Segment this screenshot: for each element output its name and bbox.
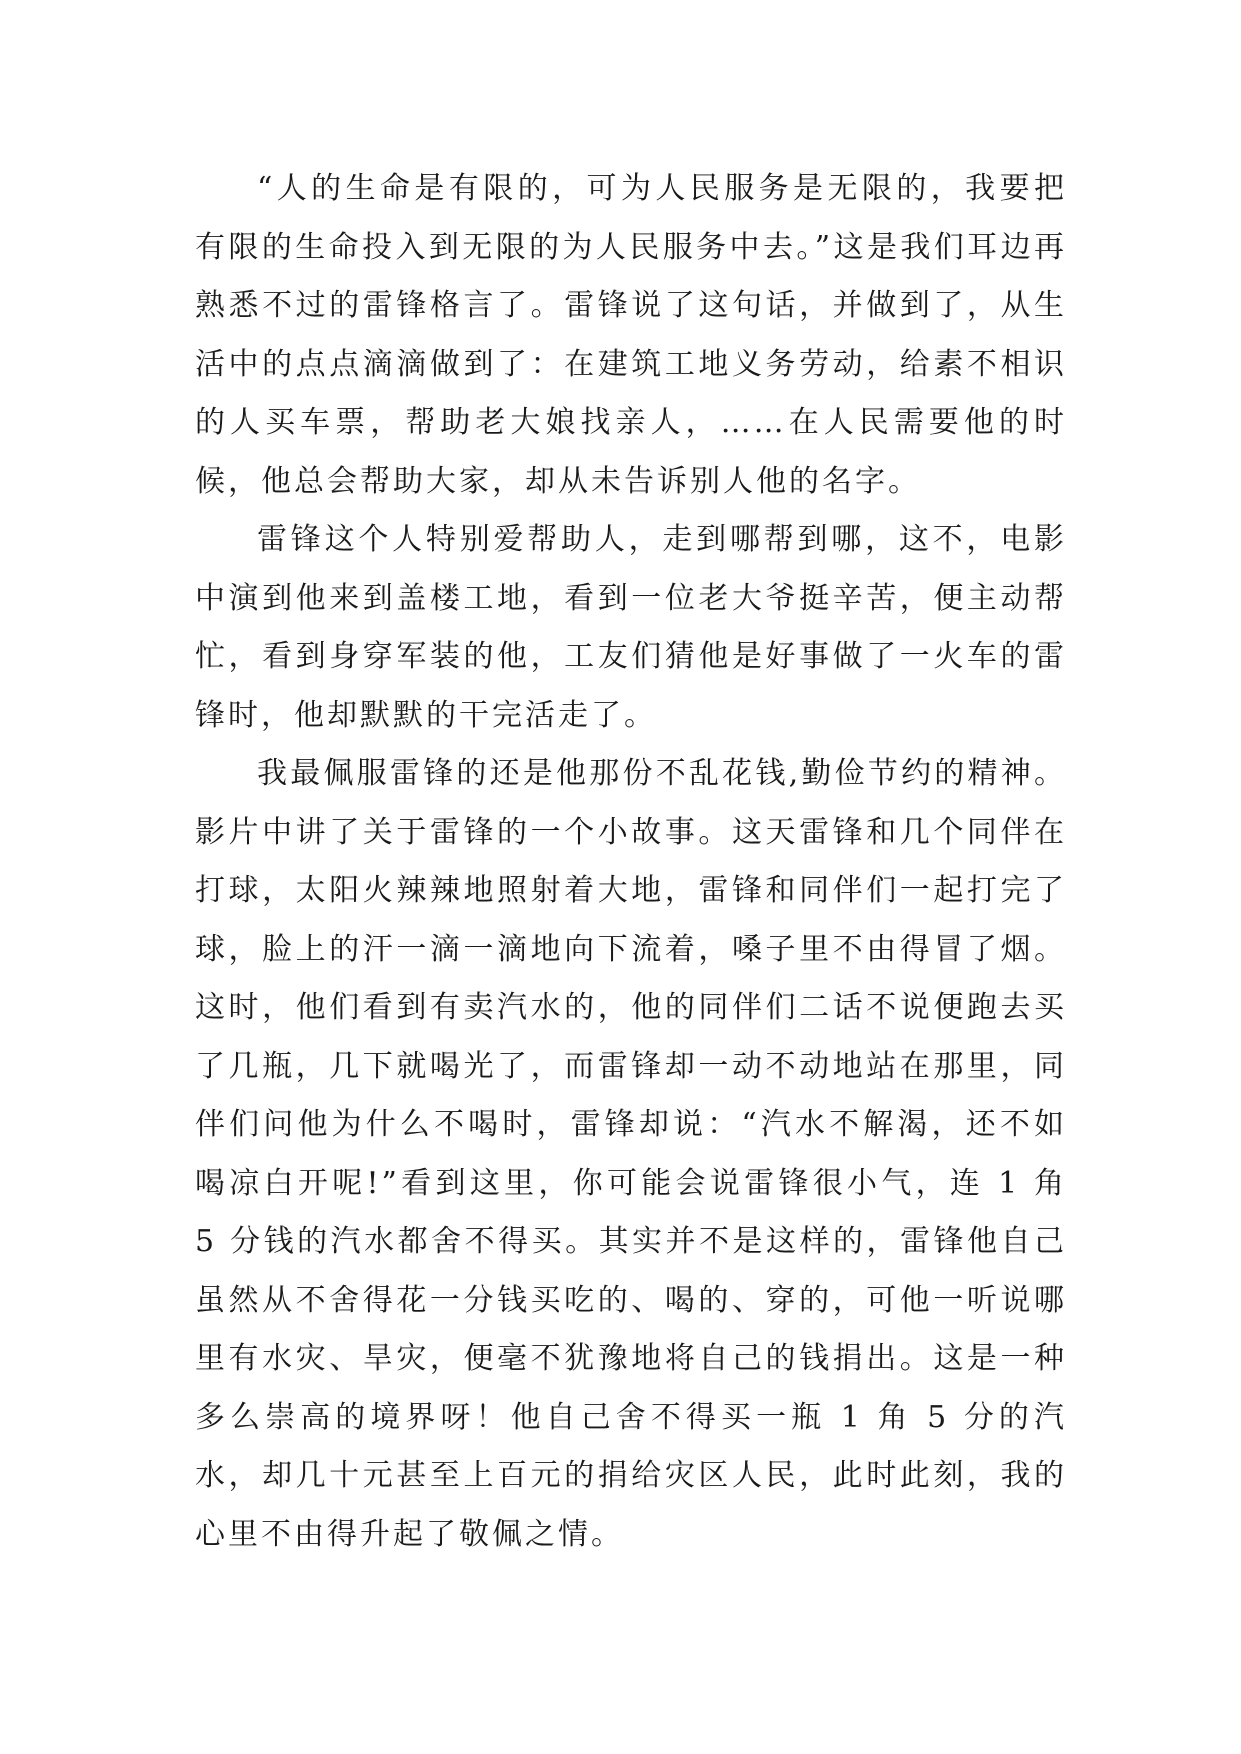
paragraph-2: 雷锋这个人特别爱帮助人，走到哪帮到哪，这不，电影中演到他来到盖楼工地，看到一位老大爷挺辛苦，便主动帮忙，看到身穿军装的他，工友们猜他是好事做了一火车的雷锋时，他却默默的干完活走了。 <box>195 522 1067 733</box>
paragraph-3: 我最佩服雷锋的还是他那份不乱花钱,勤俭节约的精神。影片中讲了关于雷锋的一个小故事。这天雷锋和几个同伴在打球，太阳火辣辣地照射着大地，雷锋和同伴们一起打完了球，脸上的汗一滴一滴地向下流着，嗓子里不由得冒了烟。这时，他们看到有卖汽水的，他的同伴们二话不说便跑去买了几瓶，几下就喝光了，而雷锋却一动不动地站在那里，同伴们问他为什么不喝时，雷锋却说：“汽水不解渴，还不如喝凉白开呢!”看到这里，你可能会说雷锋很小气，连 1 角 5 分钱的汽水都舍不得买。其实并不是这样的，雷锋他自己虽然从不舍得花一分钱买吃的、喝的、穿的，可他一听说哪里有水灾、旱灾，便毫不犹豫地将自己的钱捐出。这是一种多么崇高的境界呀！他自己舍不得买一瓶 1 角 5 分的汽水，却几十元甚至上百元的捐给灾区人民，此时此刻，我的心里不由得升起了敬佩之情。 <box>195 756 1067 1552</box>
document-body <box>195 160 1067 1564</box>
paragraph-1: “人的生命是有限的，可为人民服务是无限的，我要把有限的生命投入到无限的为人民服务中去。”这是我们耳边再熟悉不过的雷锋格言了。雷锋说了这句话，并做到了，从生活中的点点滴滴做到了：在建筑工地义务劳动，给素不相识的人买车票，帮助老大娘找亲人，……在人民需要他的时候，他总会帮助大家，却从未告诉别人他的名字。 <box>195 171 1067 499</box>
